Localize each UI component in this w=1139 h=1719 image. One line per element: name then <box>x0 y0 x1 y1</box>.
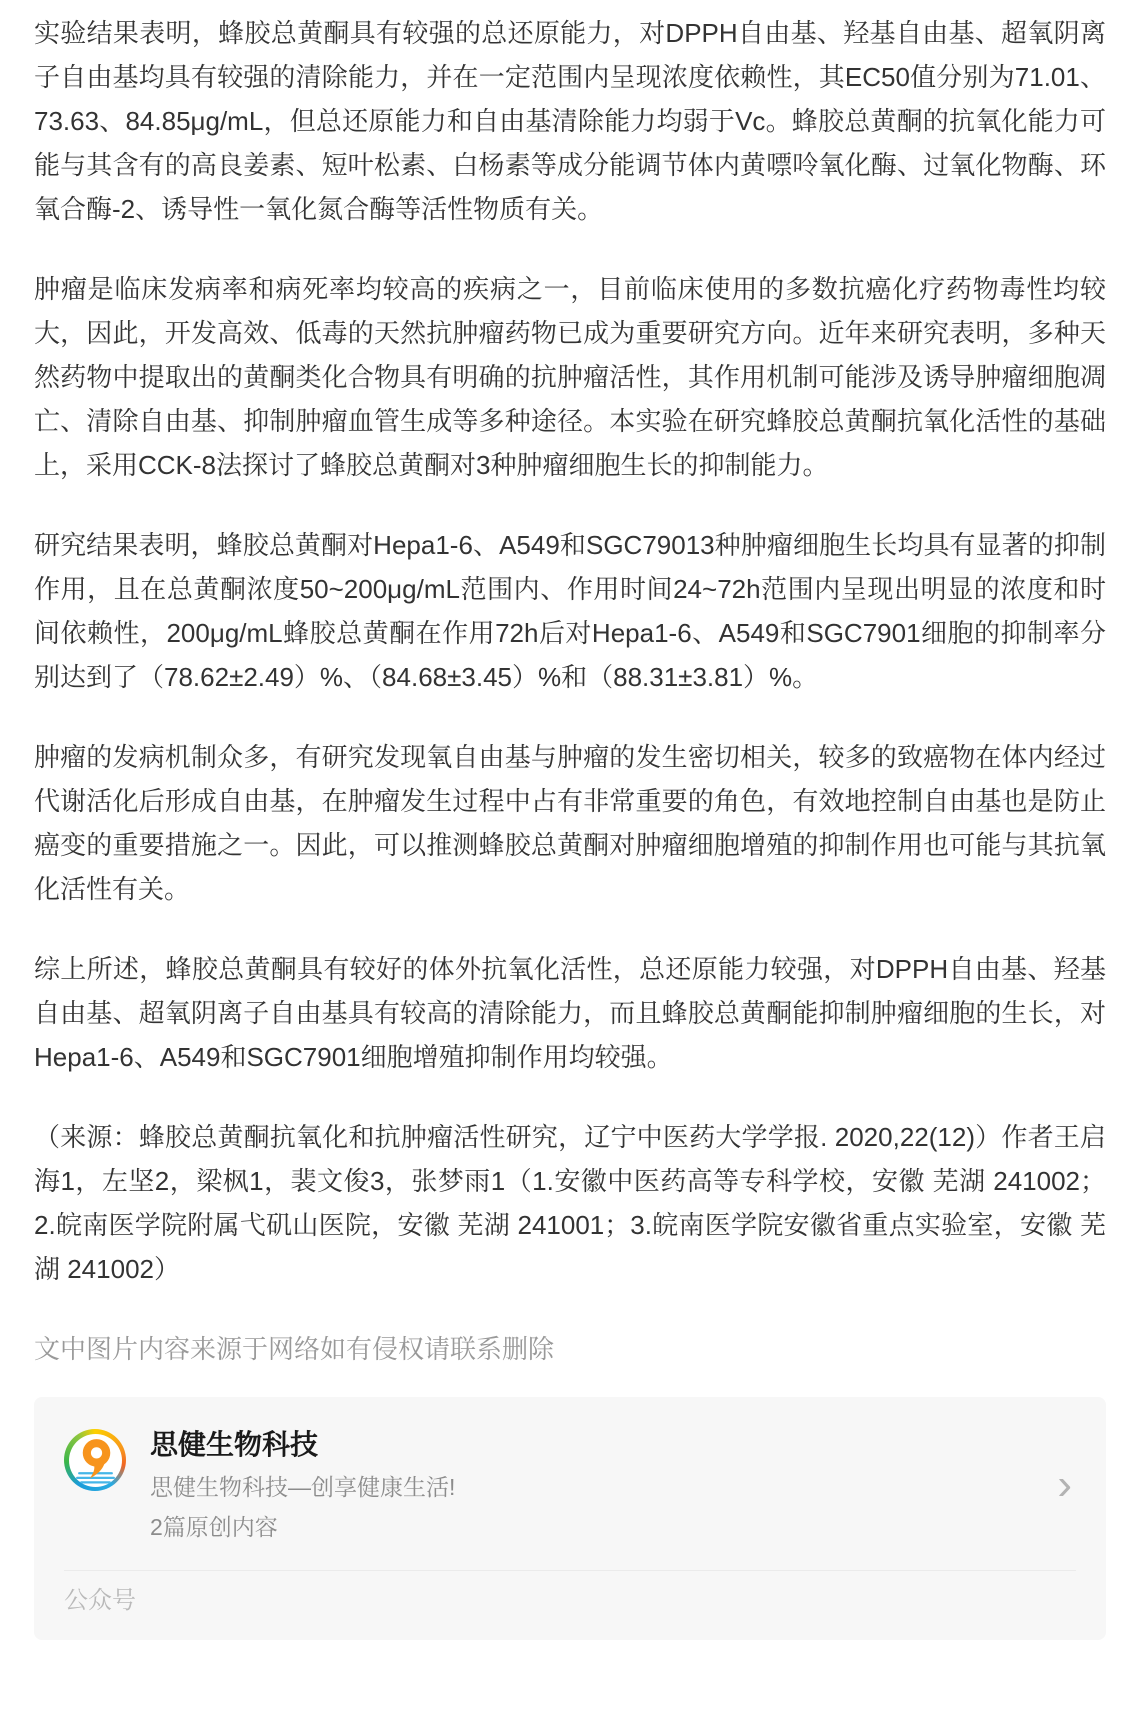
account-name: 思健生物科技 <box>150 1429 319 1460</box>
sijian-swirl-graphic <box>69 1434 122 1487</box>
article-paragraph: 综上所述，蜂胶总黄酮具有较好的体外抗氧化活性，总还原能力较强，对DPPH自由基、羟基自由基、超氧阴离子自由基具有较高的清除能力，而且蜂胶总黄酮能抑制肿瘤细胞的生长，对Hepa1-6、A549和SGC7901细胞增殖抑制作用均较强。 <box>34 954 1106 1072</box>
article-paragraph: 肿瘤是临床发病率和病死率均较高的疾病之一，目前临床使用的多数抗癌化疗药物毒性均较大，因此，开发高效、低毒的天然抗肿瘤药物已成为重要研究方向。近年来研究表明，多种天然药物中提取出的黄酮类化合物具有明确的抗肿瘤活性，其作用机制可能涉及诱导肿瘤细胞凋亡、清除自由基、抑制肿瘤血管生成等多种途径。本实验在研究蜂胶总黄酮抗氧化活性的基础上，采用CCK-8法探讨了蜂胶总黄酮对3种肿瘤细胞生长的抑制能力。 <box>34 274 1106 480</box>
article-paragraph: 肿瘤的发病机制众多，有研究发现氧自由基与肿瘤的发生密切相关，较多的致癌物在体内经过代谢活化后形成自由基，在肿瘤发生过程中占有非常重要的角色，有效地控制自由基也是防止癌变的重要措施之一。因此，可以推测蜂胶总黄酮对肿瘤细胞增殖的抑制作用也可能与其抗氧化活性有关。 <box>34 742 1106 904</box>
account-description: 思健生物科技—创享健康生活! <box>150 1474 456 1500</box>
account-logo-inner <box>69 1434 122 1487</box>
article-paragraph: （来源：蜂胶总黄酮抗氧化和抗肿瘤活性研究，辽宁中医药大学学报. 2020,22(12)）作者王启海1，左坚2，梁枫1，裴文俊3，张梦雨1（1.安徽中医药高等专科学校，安徽 芜湖 241002；2.皖南医学院附属弋矶山医院，安徽 芜湖 241001；3.皖南医学院安徽省重点实验室，安徽 芜湖 241002） <box>34 1122 1106 1284</box>
article-paragraph: 研究结果表明，蜂胶总黄酮对Hepa1-6、A549和SGC79013种肿瘤细胞生长均具有显著的抑制作用，且在总黄酮浓度50~200μg/mL范围内、作用时间24~72h范围内呈现出明显的浓度和时间依赖性，200μg/mL蜂胶总黄酮在作用72h后对Hepa1-6、A549和SGC7901细胞的抑制率分别达到了（78.62±2.49）%、（84.68±3.45）%和（88.31±3.81）%。 <box>34 530 1106 692</box>
account-info <box>150 1427 1057 1542</box>
account-logo-icon <box>64 1429 126 1491</box>
article-paragraph: 实验结果表明，蜂胶总黄酮具有较强的总还原能力，对DPPH自由基、羟基自由基、超氧阴离子自由基均具有较强的清除能力，并在一定范围内呈现浓度依赖性，其EC50值分别为71.01、73.63、84.85μg/mL，但总还原能力和自由基清除能力均弱于Vc。蜂胶总黄酮的抗氧化能力可能与其含有的高良姜素、短叶松素、白杨素等成分能调节体内黄嘌呤氧化酶、过氧化物酶、环氧合酶-2、诱导性一氧化氮合酶等活性物质有关。 <box>34 18 1106 224</box>
chevron-right-icon: › <box>1057 1459 1072 1509</box>
account-original-count: 2篇原创内容 <box>150 1514 278 1540</box>
image-source-disclaimer: 文中图片内容来源于网络如有侵权请联系删除 <box>34 1334 555 1364</box>
official-account-card-main <box>64 1427 1076 1542</box>
account-type-label: 公众号 <box>64 1587 136 1614</box>
official-account-card[interactable] <box>34 1397 1106 1640</box>
